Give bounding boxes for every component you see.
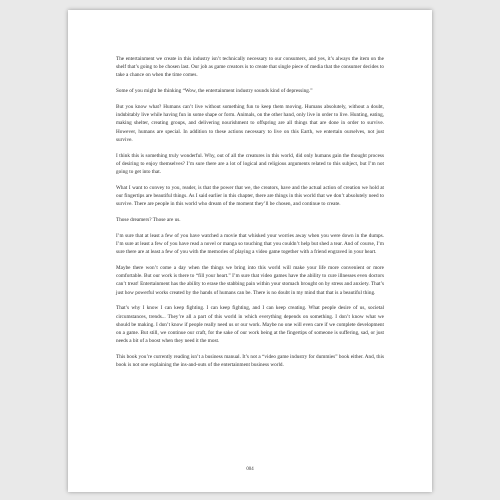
body-paragraph: Some of you might be thinking “Wow, the entertainment industry sounds kind of depressing.”	[116, 88, 313, 95]
book-page	[68, 10, 432, 492]
body-paragraph: But you know what? Humans can’t live without something fun to keep them moving. Humans absolutely, without a doubt, indubitably live while having fun in some shape or form. Animals, on the other hand, only live in order to live. Hunting, eating, making shelter, creating groups, and delivering nourishment to offspring are all things that are done in order to survive. However, humans are special. In addition to these actions necessary to live on this Earth, we entertain ourselves, not just survive.	[116, 104, 384, 143]
body-paragraph: The entertainment we create in this industry isn’t technically necessary to our consumers, and yes, it’s always the item on the shelf that’s going to be chosen last. Our job as game creators is to create that single piece of media that the consumer decides to take a chance on when the time comes.	[116, 56, 384, 79]
page-number: 004	[246, 467, 254, 472]
body-paragraph: I think this is something truly wonderful. Why, out of all the creatures in this world, did only humans gain the thought process of desiring to enjoy themselves? I’m sure there are a lot of logical and religious arguments related to this subject, but I’m not going to get into that.	[116, 152, 384, 176]
body-paragraph: That’s why I know I can keep fighting. I can keep fighting, and I can keep creating. What people desire of us, societal circumstances, trends... They’re all a part of this world in which everything depends on something. I don’t know what we should be making. I don’t know if people really need us or our work. Maybe no one will even care if we complete development on a game. But still, we continue our craft, for the sake of our work being at the fingertips of someone is suffering, sad, or just needs a bit of a boost when they need it the most.	[116, 305, 384, 345]
body-paragraph: I’m sure that at least a few of you have watched a movie that whisked your worries away when you were down in the dumps. I’m sure at least a few of you have read a novel or manga so touching that you couldn’t help but shed a tear. And of course, I’m sure there are at least a few of you with the memories of playing a video game together with a friend engraved in your heart.	[116, 232, 384, 256]
body-paragraph: Those dreamers? Those are us.	[116, 217, 181, 224]
body-paragraph: What I want to convey to you, reader, is that the power that we, the creators, have and the actual action of creation we hold at our fingertips are beautiful things. As I said earlier in this chapter, there are things in this world that we don’t absolutely need to survive. There are people in this world who dream of the moment they’ll be chosen, and continue to create.	[116, 184, 384, 208]
body-paragraph: This book you’re currently reading isn’t a business manual. It’s not a “video game industry for dummies” book either. And, this book is not one explaining the ins-and-outs of the entertainment business world.	[116, 354, 384, 369]
body-paragraph: Maybe there won’t come a day when the things we bring into this world will make your life more convenient or more comfortable. But our work is there to “fill your heart.” I’m sure that video games have the ability to cure illnesses even doctors can’t treat! Entertainment has the ability to erase the stabbing pain within your stomach brought on by stress and anxiety. That’s just how powerful works created by the hands of humans can be. There is no doubt in my mind that that is a beautiful thing.	[116, 265, 384, 296]
